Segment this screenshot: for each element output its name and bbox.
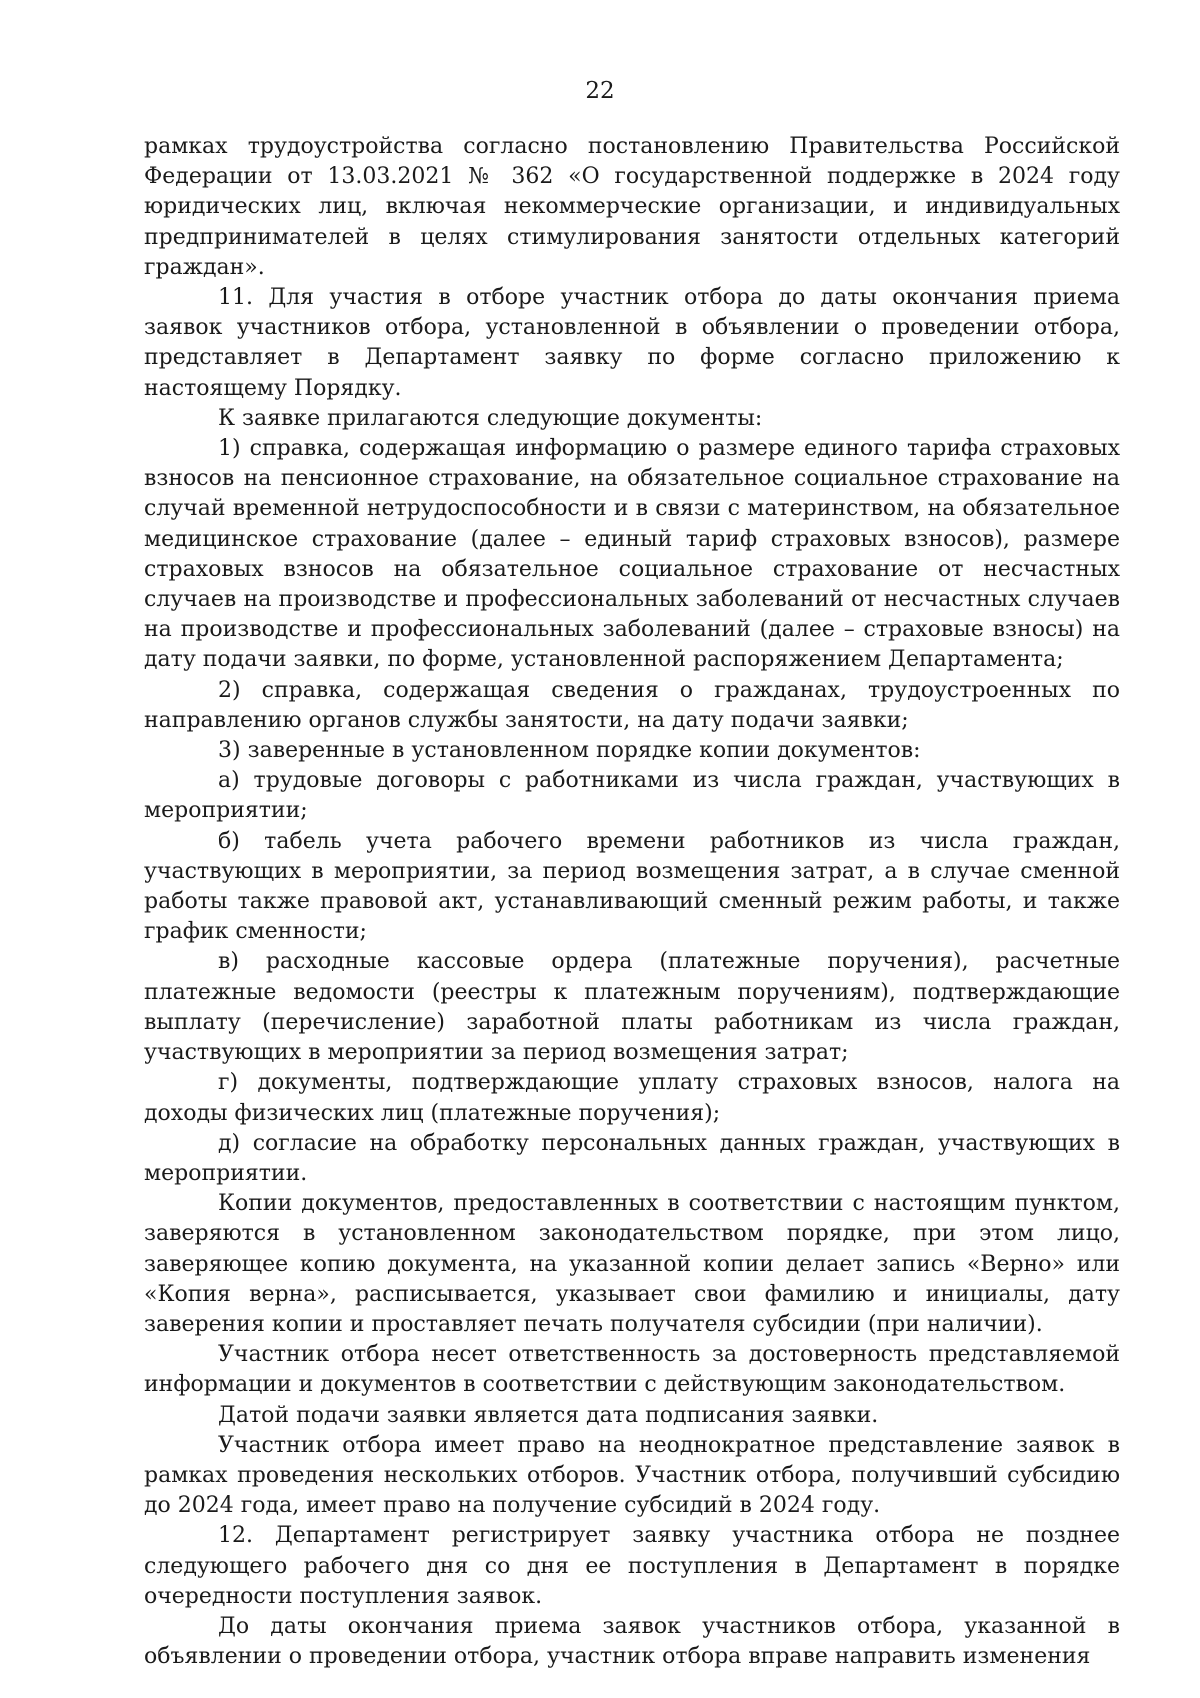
paragraph-13: Участник отбора несет ответственность за достоверность представляемой информации и документов в соответствии с действующим законодательством. (144, 1342, 1120, 1398)
paragraph-6: 3) заверенные в установленном порядке копии документов: (218, 738, 921, 764)
document-body (144, 132, 1120, 1672)
paragraph-11: д) согласие на обработку персональных данных граждан, участвующих в мероприятии. (144, 1130, 1120, 1186)
paragraph-5: 2) справка, содержащая сведения о гражданах, трудоустроенных по направлению органов службы занятости, на дату подачи заявки; (144, 677, 1120, 733)
paragraph-9: в) расходные кассовые ордера (платежные поручения), расчетные платежные ведомости (реестры к платежным поручениям), подтверждающие выплату (перечисление) заработной платы работникам из числа граждан, участвующих в мероприятии за период возмещения затрат; (144, 949, 1120, 1066)
paragraph-12: Копии документов, предоставленных в соответствии с настоящим пунктом, заверяются в установленном законодательством порядке, при этом лицо, заверяющее копию документа, на указанной копии делает запись «Верно» или «Копия верна», расписывается, указывает свои фамилию и инициалы, дату заверения копии и проставляет печать получателя субсидии (при наличии). (144, 1191, 1120, 1337)
paragraph-4: 1) справка, содержащая информацию о размере единого тарифа страховых взносов на пенсионное страхование, на обязательное социальное страхование на случай временной нетрудоспособности и в связи с материнством, на обязательное медицинское страхование (далее – единый тариф страховых взносов), размере страховых взносов на обязательное социальное страхование от несчастных случаев на производстве и профессиональных заболеваний от несчастных случаев на производстве и профессиональных заболеваний (далее – страховые взносы) на дату подачи заявки, по форме, установленной распоряжением Департамента; (144, 436, 1120, 673)
paragraph-1: рамках трудоустройства согласно постановлению Правительства Российской Федерации от 13.03.2021 № 362 «О государственной поддержке в 2024 году юридических лиц, включая некоммерческие организации, и индивидуальных предпринимателей в целях стимулирования занятости отдельных категорий граждан». (144, 134, 1120, 280)
paragraph-2: 11. Для участия в отборе участник отбора до даты окончания приема заявок участников отбора, установленной в объявлении о проведении отбора, представляет в Департамент заявку по форме согласно приложению к настоящему Порядку. (144, 285, 1120, 401)
paragraph-17: До даты окончания приема заявок участников отбора, указанной в объявлении о проведении отбора, участник отбора вправе направить изменения (144, 1613, 1120, 1670)
paragraph-10: г) документы, подтверждающие уплату страховых взносов, налога на доходы физических лиц (платежные поручения); (144, 1070, 1120, 1126)
paragraph-8: б) табель учета рабочего времени работников из числа граждан, участвующих в мероприятии, за период возмещения затрат, а в случае сменной работы также правовой акт, устанавливающий сменный режим работы, и также график сменности; (144, 828, 1120, 945)
paragraph-15: Участник отбора имеет право на неоднократное представление заявок в рамках проведения нескольких отборов. Участник отбора, получивший субсидию до 2024 года, имеет право на получение субсидий в 2024 году. (144, 1432, 1120, 1519)
page-number: 22 (585, 78, 615, 104)
paragraph-3: К заявке прилагаются следующие документы: (218, 405, 763, 431)
paragraph-7: а) трудовые договоры с работниками из числа граждан, участвующих в мероприятии; (144, 768, 1120, 824)
paragraph-16: 12. Департамент регистрирует заявку участника отбора не позднее следующего рабочего дня со дня ее поступления в Департамент в порядке очередности поступления заявок. (144, 1523, 1120, 1609)
paragraph-14: Датой подачи заявки является дата подписания заявки. (218, 1402, 879, 1428)
